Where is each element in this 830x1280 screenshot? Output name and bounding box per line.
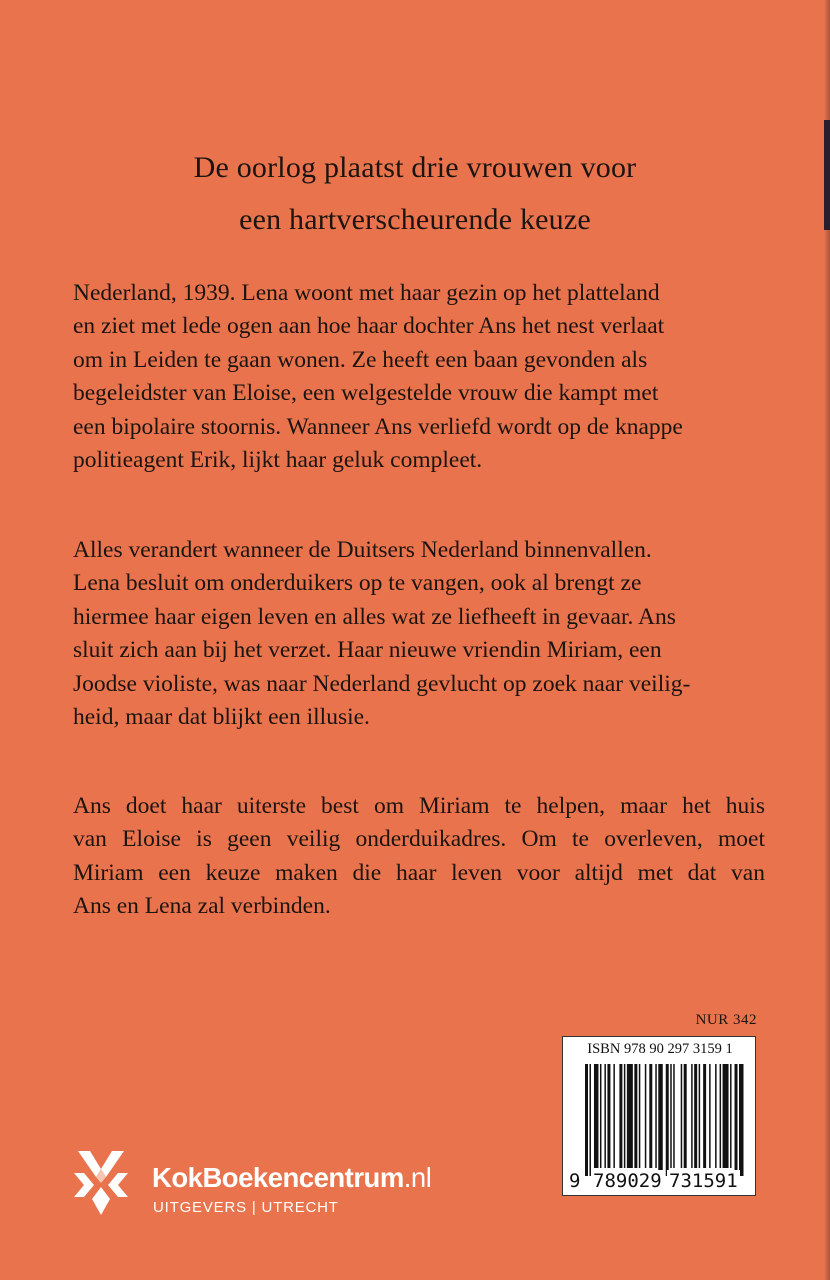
- tagline-line-2: een hartverscheurende keuze: [239, 203, 591, 236]
- nur-code: NUR 342: [695, 1012, 757, 1028]
- barcode-bar: [600, 1064, 601, 1168]
- barcode-bar: [739, 1064, 743, 1176]
- publisher-name: [152, 1162, 431, 1194]
- isbn-label: ISBN 978 90 297 3159 1: [587, 1041, 733, 1057]
- barcode-bar: [715, 1064, 716, 1168]
- barcode-bar: [691, 1064, 692, 1168]
- isbn-barcode: [562, 1036, 756, 1196]
- blurb-line: begeleidster van Eloise, een welgestelde vrouw die kampt met: [73, 380, 659, 407]
- publisher-name-domain: .nl: [403, 1162, 432, 1193]
- blurb-line: sluit zich aan bij het verzet. Haar nieuwe vriendin Miriam, een: [73, 637, 662, 664]
- barcode-bar: [658, 1064, 662, 1176]
- barcode-bar: [613, 1064, 614, 1168]
- barcode-bar: [730, 1064, 731, 1168]
- blurb-line: van Eloise is geen veilig onderduikadres. Om te overleven, moet: [73, 826, 765, 853]
- blurb-line: politieagent Erik, lijkt haar geluk compleet.: [73, 447, 483, 474]
- isbn-digit-group-1: 789029: [593, 1170, 662, 1192]
- barcode-bar: [655, 1064, 656, 1168]
- barcode-bar: [670, 1064, 671, 1168]
- publisher-subtitle: UITGEVERS | UTRECHT: [153, 1199, 339, 1216]
- barcode-bar: [681, 1064, 682, 1168]
- blurb-line: Ans doet haar uiterste best om Miriam te helpen, maar het huis: [73, 793, 765, 819]
- kok-boekencentrum-logo-icon: [70, 1147, 132, 1219]
- isbn-digit-first: 9: [569, 1170, 581, 1192]
- barcode-bar: [619, 1064, 622, 1168]
- barcode-bar: [627, 1064, 633, 1168]
- barcode-bar: [639, 1064, 640, 1168]
- blurb-line: een bipolaire stoornis. Wanneer Ans verliefd wordt op de knappe: [73, 413, 683, 440]
- barcode-bar: [673, 1064, 674, 1168]
- barcode-bar: [594, 1064, 598, 1168]
- isbn-digits: [563, 1170, 757, 1196]
- blurb-line: en ziet met lede ogen aan hoe haar dochter Ans het nest verlaat: [73, 313, 665, 340]
- tagline-line-1: De oorlog plaatst drie vrouwen voor: [193, 151, 637, 184]
- tagline: [0, 142, 830, 246]
- barcode-bars: [585, 1064, 745, 1176]
- blurb-line: Alles verandert wanneer de Duitsers Nederland binnenvallen.: [73, 537, 652, 563]
- barcode-bar: [607, 1064, 610, 1168]
- barcode-bar: [723, 1064, 729, 1168]
- blurb-paragraph-2: [73, 534, 765, 734]
- barcode-bar: [699, 1064, 700, 1168]
- barcode-bar: [720, 1064, 721, 1168]
- barcode-bar: [624, 1064, 625, 1168]
- blurb-line: Nederland, 1939. Lena woont met haar gezin op het platteland: [73, 280, 660, 306]
- barcode-bar: [684, 1064, 687, 1168]
- barcode-bar: [585, 1064, 588, 1176]
- blurb-paragraph-1: [73, 277, 765, 477]
- barcode-bar: [634, 1064, 637, 1168]
- barcode-bar: [666, 1064, 669, 1176]
- barcode-bar: [604, 1064, 605, 1168]
- barcode-bar: [709, 1064, 710, 1168]
- blurb-line: heid, maar dat blijkt een illusie.: [73, 704, 370, 731]
- barcode-bar: [703, 1064, 706, 1168]
- publisher-name-main: KokBoekencentrum: [152, 1162, 404, 1193]
- blurb-line: om in Leiden te gaan wonen. Ze heeft een baan gevonden als: [73, 346, 648, 373]
- blurb-line: Lena besluit om onderduikers op te vangen, ook al brengt ze: [73, 570, 642, 597]
- barcode-bar: [694, 1064, 697, 1168]
- barcode-bar: [589, 1064, 590, 1176]
- barcode-bar: [735, 1064, 738, 1176]
- publisher-logo: [70, 1147, 490, 1227]
- blurb-line: Miriam een keuze maken die haar leven voor altijd met dat van: [73, 859, 765, 886]
- barcode-bar: [645, 1064, 646, 1168]
- blurb-paragraph-3: [73, 790, 765, 924]
- blurb-line: hiermee haar eigen leven en alles wat ze liefheeft in gevaar. Ans: [73, 603, 676, 630]
- blurb-line: Ans en Lena zal verbinden.: [73, 893, 331, 920]
- blurb-line: Joodse violiste, was naar Nederland gevlucht op zoek naar veilig-: [73, 670, 691, 697]
- barcode-bar: [649, 1064, 652, 1168]
- isbn-digit-group-2: 731591: [669, 1170, 738, 1192]
